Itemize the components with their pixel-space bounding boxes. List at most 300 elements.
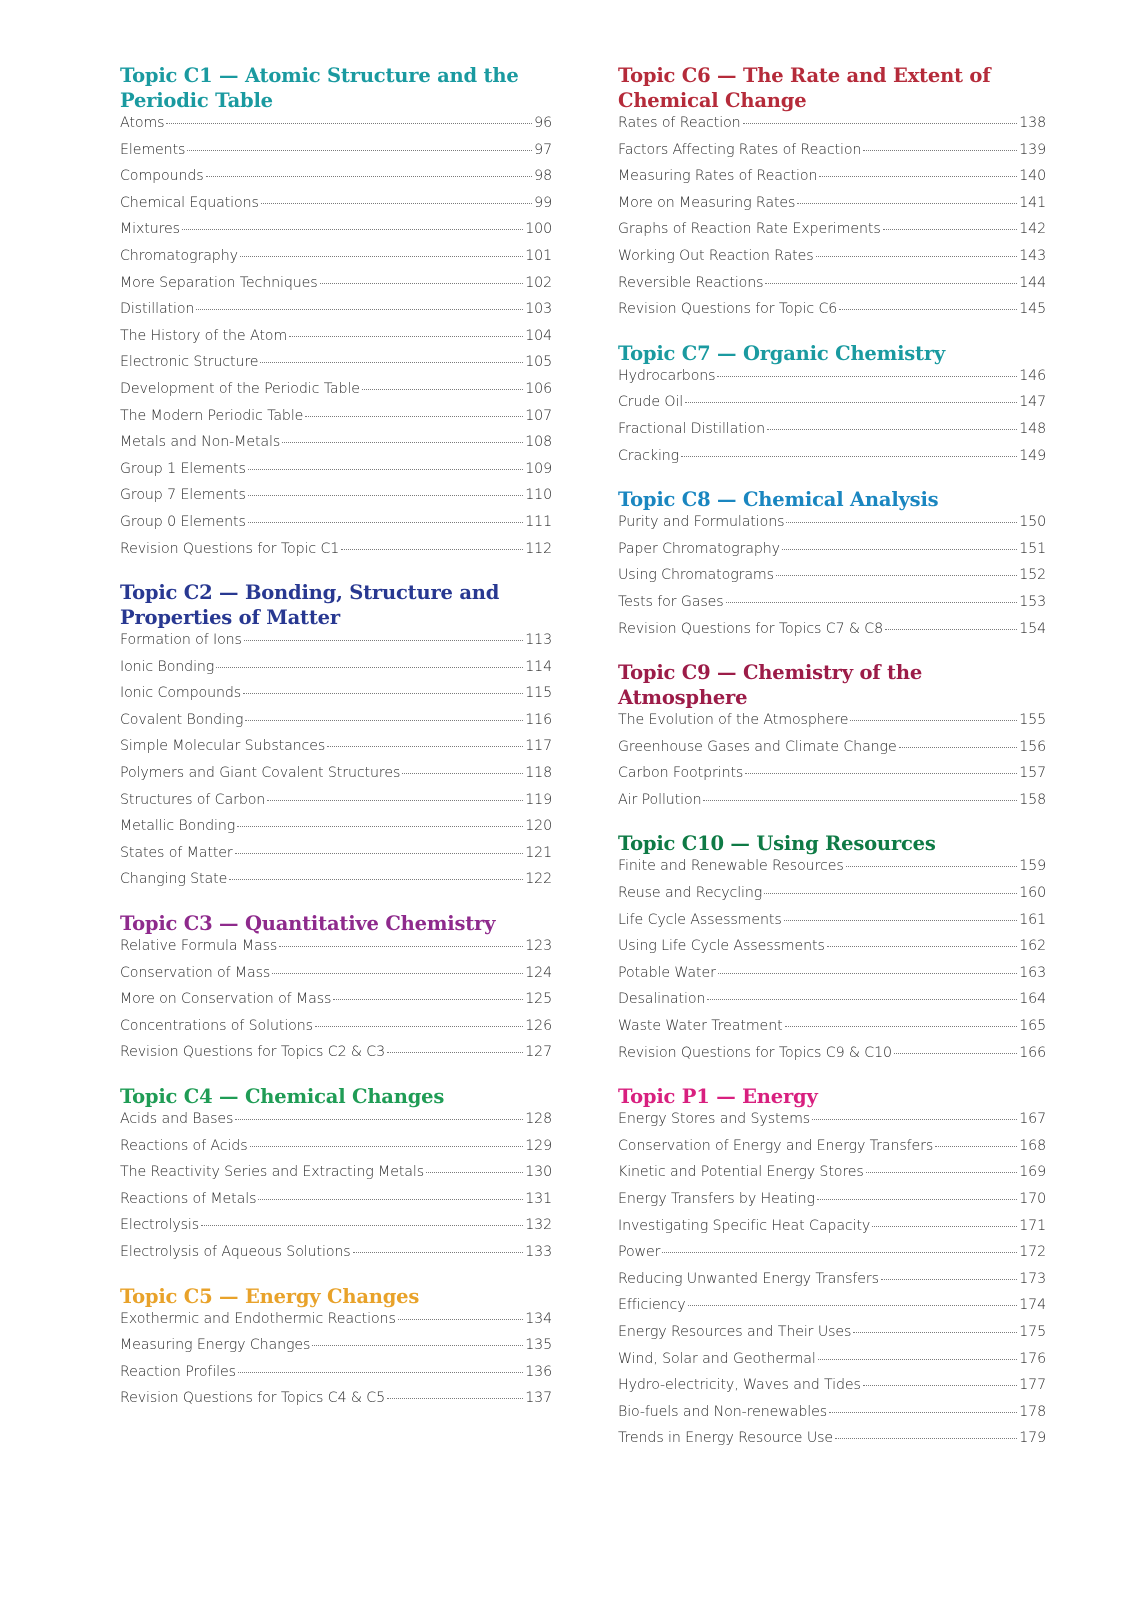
dot-leader [196,309,523,310]
toc-entry[interactable] [618,1351,1046,1378]
toc-entry-page-number: 177 [1019,1377,1046,1394]
dot-leader [282,442,523,443]
dot-leader [846,866,1018,867]
toc-entry-label: Group 7 Elements [120,487,246,504]
toc-entry-page-number: 159 [1019,858,1046,875]
toc-entry[interactable] [120,275,552,302]
dot-leader [216,667,523,668]
toc-entry-page-number: 172 [1019,1244,1046,1261]
toc-entry-page-number: 143 [1019,247,1046,264]
toc-entry[interactable] [120,434,552,461]
toc-entry[interactable] [120,328,552,355]
toc-entry[interactable] [618,1218,1046,1245]
toc-entry-label: Trends in Energy Resource Use [618,1430,834,1447]
toc-entry-page-number: 97 [534,141,552,158]
toc-entry-label: Paper Chromatography [618,540,780,557]
dot-leader [305,416,523,417]
dot-leader [726,602,1018,603]
dot-leader [248,469,523,470]
toc-entry[interactable] [120,712,552,739]
toc-entry[interactable] [120,632,552,659]
toc-entry[interactable] [618,938,1046,965]
toc-entry[interactable] [120,301,552,328]
toc-entry-page-number: 110 [525,487,552,504]
toc-entry-page-number: 154 [1019,620,1046,637]
toc-entry-label: Simple Molecular Substances [120,738,326,755]
dot-leader [267,800,523,801]
toc-entry-label: Electronic Structure [120,354,259,371]
dot-leader [402,773,523,774]
toc-entry[interactable] [120,738,552,765]
toc-entry-label: The Reactivity Series and Extracting Metals [120,1164,425,1181]
toc-entry[interactable] [618,394,1046,421]
toc-entry-page-number: 170 [1019,1191,1046,1207]
toc-entry[interactable] [120,221,552,248]
toc-entry-page-number: 119 [525,791,552,808]
toc-entry-label: Electrolysis [120,1217,200,1234]
toc-entry[interactable] [618,1244,1046,1271]
toc-entry-label: Finite and Renewable Resources [618,858,844,875]
toc-entry[interactable] [618,792,1046,819]
toc-entry[interactable] [120,659,552,686]
topic-heading: Topic C3 — Quantitative Chemistry [120,912,496,936]
toc-entry-label: Polymers and Giant Covalent Structures [120,765,401,782]
toc-entry[interactable] [120,1390,552,1417]
dot-leader [785,1026,1018,1027]
dot-leader [229,879,523,880]
dot-leader [899,747,1018,748]
toc-entry-page-number: 173 [1019,1270,1046,1287]
toc-entry[interactable] [618,1138,1046,1165]
toc-entry-label: Using Chromatograms [618,567,774,584]
toc-entry-label: Revision Questions for Topic C6 [618,301,838,318]
toc-entry[interactable] [120,938,552,965]
dot-leader [248,495,523,496]
toc-entry-label: Atoms [120,115,165,131]
toc-entry[interactable] [120,845,552,872]
toc-entry-label: Mixtures [120,221,180,238]
toc-entry-label: Chromatography [120,247,238,264]
dot-leader [681,456,1017,457]
toc-entry-page-number: 122 [525,871,552,888]
toc-entry-label: Desalination [618,991,706,1008]
toc-entry-page-number: 153 [1019,593,1046,610]
toc-entry-label: Carbon Footprints [618,765,744,782]
toc-entry[interactable] [618,541,1046,568]
toc-entry[interactable] [120,685,552,712]
toc-entry-page-number: 116 [525,711,552,728]
dot-leader [244,640,523,641]
toc-entry-label: Measuring Rates of Reaction [618,168,818,185]
toc-entry[interactable] [120,408,552,435]
dot-leader [261,203,532,204]
toc-entry[interactable] [120,818,552,845]
toc-entry-page-number: 112 [525,540,552,557]
toc-entry-label: Reactions of Acids [120,1137,248,1154]
toc-entry-page-number: 163 [1019,964,1046,981]
toc-entry-label: Using Life Cycle Assessments [618,938,825,955]
dot-leader [881,1279,1017,1280]
toc-entry-page-number: 152 [1019,567,1046,584]
toc-entry[interactable] [618,991,1046,1018]
toc-entry-page-number: 175 [1019,1323,1046,1340]
dot-leader [182,229,523,230]
dot-leader [717,376,1017,377]
dot-leader [817,1199,1017,1200]
toc-entry-page-number: 108 [525,434,552,451]
toc-entry-label: Investigating Specific Heat Capacity [618,1217,871,1234]
toc-entry-label: Chemical Equations [120,194,259,211]
toc-entry[interactable] [120,487,552,514]
toc-entry-page-number: 155 [1019,712,1046,729]
toc-entry-page-number: 121 [525,844,552,861]
toc-entry[interactable] [618,142,1046,169]
toc-entry[interactable] [618,195,1046,222]
toc-entry-page-number: 149 [1019,447,1046,464]
toc-entry-label: Graphs of Reaction Rate Experiments [618,221,881,238]
toc-entry-label: Metals and Non-Metals [120,434,281,451]
toc-entry-page-number: 129 [525,1137,552,1154]
toc-entry-page-number: 141 [1019,194,1046,211]
topic-heading: Topic C8 — Chemical Analysis [618,488,939,512]
toc-entry-label: Working Out Reaction Rates [618,247,814,264]
toc-entry-label: Revision Questions for Topics C2 & C3 [120,1044,386,1061]
toc-entry[interactable] [120,1217,552,1244]
toc-entry[interactable] [618,168,1046,195]
dot-leader [312,1345,523,1346]
toc-entry-label: The History of the Atom [120,327,288,344]
toc-entry[interactable] [120,1018,552,1045]
dot-leader [235,1119,523,1120]
toc-entry[interactable] [120,541,552,568]
toc-entry[interactable] [618,885,1046,912]
toc-entry-page-number: 132 [525,1217,552,1234]
toc-entry-label: Measuring Energy Changes [120,1337,311,1354]
dot-leader [353,1252,524,1253]
toc-entry[interactable] [120,514,552,541]
toc-entry-label: States of Matter [120,844,233,861]
toc-entry[interactable] [618,248,1046,275]
toc-entry[interactable] [618,1430,1046,1457]
toc-entry-label: Conservation of Energy and Energy Transfers [618,1137,934,1154]
toc-entry[interactable] [120,461,552,488]
toc-entry-page-number: 168 [1019,1137,1046,1154]
toc-entry-label: Life Cycle Assessments [618,911,782,928]
toc-entry[interactable] [120,381,552,408]
topic-heading: Topic C6 — The Rate and Extent of Chemical Change [618,64,991,112]
toc-entry-page-number: 161 [1019,911,1046,928]
toc-entry-page-number: 107 [525,407,552,424]
toc-entry-page-number: 104 [525,327,552,344]
toc-entry-page-number: 128 [525,1111,552,1127]
dot-leader [786,522,1017,523]
toc-entry[interactable] [618,739,1046,766]
toc-entry-page-number: 164 [1019,991,1046,1008]
toc-entry-page-number: 130 [525,1164,552,1181]
dot-leader [201,1225,523,1226]
toc-entry-label: The Evolution of the Atmosphere [618,712,849,729]
dot-leader [835,1438,1017,1439]
toc-entry[interactable] [618,765,1046,792]
toc-entry[interactable] [618,1111,1046,1138]
topic-section [120,580,552,898]
toc-entry[interactable] [618,514,1046,541]
toc-entry[interactable] [120,1191,552,1218]
topic-section [618,63,1046,328]
toc-entry-label: Concentrations of Solutions [120,1017,313,1034]
toc-entry-label: Revision Questions for Topics C4 & C5 [120,1390,386,1407]
dot-leader [782,549,1017,550]
toc-entry[interactable] [618,1018,1046,1045]
topic-heading: Topic C9 — Chemistry of the Atmosphere [618,661,923,710]
dot-leader [818,1359,1018,1360]
topic-section [618,341,1046,474]
toc-entry[interactable] [618,1377,1046,1404]
dot-leader [764,893,1017,894]
dot-leader [187,150,532,151]
toc-entry-page-number: 160 [1019,885,1046,902]
dot-leader [883,229,1018,230]
toc-entry[interactable] [618,115,1046,142]
toc-entry[interactable] [618,1191,1046,1218]
toc-entry[interactable] [618,1164,1046,1191]
dot-leader [426,1172,523,1173]
toc-entry[interactable] [618,448,1046,475]
toc-entry-page-number: 106 [525,380,552,397]
toc-entry[interactable] [120,871,552,898]
toc-entry-page-number: 117 [525,738,552,755]
toc-entry-page-number: 125 [525,991,552,1008]
toc-entry-page-number: 179 [1019,1430,1046,1447]
toc-entry-label: Elements [120,141,186,158]
toc-entry-page-number: 98 [534,168,552,185]
toc-entry-page-number: 167 [1019,1111,1046,1128]
toc-entry[interactable] [618,567,1046,594]
dot-leader [240,256,523,257]
toc-entry-label: More on Conservation of Mass [120,991,332,1008]
toc-entry-label: Reversible Reactions [618,274,764,291]
toc-entry[interactable] [618,275,1046,302]
dot-leader [850,720,1017,721]
toc-entry-label: Ionic Bonding [120,658,215,675]
topic-heading: Topic P1 — Energy [618,1085,818,1109]
toc-entry[interactable] [120,1164,552,1191]
toc-entry-label: Structures of Carbon [120,791,266,808]
toc-entry-page-number: 156 [1019,738,1046,755]
toc-entry[interactable] [618,1045,1046,1072]
toc-entry-label: Potable Water [618,964,716,981]
toc-entry-label: Ionic Compounds [120,685,242,702]
toc-entry-label: More Separation Techniques [120,274,318,291]
toc-entry[interactable] [120,1364,552,1391]
toc-entry[interactable] [120,1044,552,1071]
dot-leader [238,1372,523,1373]
dot-leader [166,123,532,124]
toc-entry-label: Reactions of Metals [120,1190,257,1207]
toc-entry-label: Efficiency [618,1297,686,1314]
toc-entry[interactable] [618,858,1046,885]
toc-entry-label: Cracking [618,447,680,464]
topic-section [120,1284,552,1417]
toc-entry-label: Reuse and Recycling [618,885,763,902]
toc-entry[interactable] [120,168,552,195]
toc-entry-page-number: 135 [525,1337,552,1354]
dot-leader [829,1412,1017,1413]
toc-entry-label: Kinetic and Potential Energy Stores [618,1164,864,1181]
dot-leader [812,1119,1017,1120]
dot-leader [398,1319,523,1320]
toc-entry-page-number: 113 [525,632,552,649]
toc-entry-label: Distillation [120,301,195,318]
toc-entry[interactable] [120,115,552,142]
toc-entry[interactable] [618,965,1046,992]
toc-entry[interactable] [618,1324,1046,1351]
toc-entry-label: Energy Transfers by Heating [618,1191,815,1207]
toc-entry-page-number: 100 [525,221,552,238]
toc-entry[interactable] [618,594,1046,621]
dot-leader [237,826,523,827]
toc-entry-page-number: 123 [525,938,552,955]
toc-entry-page-number: 105 [525,354,552,371]
toc-entry[interactable] [120,248,552,275]
dot-leader [272,973,523,974]
toc-entry[interactable] [618,1271,1046,1298]
toc-entry-page-number: 138 [1019,115,1046,131]
toc-entry-page-number: 162 [1019,938,1046,955]
toc-entry-label: Electrolysis of Aqueous Solutions [120,1243,351,1260]
dot-leader [743,123,1018,124]
toc-entry-label: Energy Stores and Systems [618,1111,811,1128]
toc-entry-page-number: 101 [525,247,552,264]
dot-leader [866,1172,1017,1173]
toc-entry[interactable] [120,195,552,222]
toc-entry-page-number: 103 [525,301,552,318]
toc-entry-label: Purity and Formulations [618,514,785,531]
toc-entry[interactable] [120,142,552,169]
toc-entry-page-number: 148 [1019,420,1046,437]
toc-entry-page-number: 165 [1019,1018,1046,1035]
dot-leader [784,920,1018,921]
toc-entry-label: Formation of Ions [120,632,242,649]
toc-entry-page-number: 176 [1019,1350,1046,1367]
toc-entry-page-number: 127 [525,1044,552,1061]
toc-entry-page-number: 118 [525,765,552,782]
toc-entry-label: Changing State [120,871,228,888]
toc-entry-label: Crude Oil [618,394,684,411]
dot-leader [894,1053,1017,1054]
dot-leader [387,1398,523,1399]
dot-leader [816,256,1018,257]
dot-leader [765,283,1017,284]
dot-leader [703,800,1017,801]
dot-leader [362,389,523,390]
toc-entry-page-number: 166 [1019,1044,1046,1061]
topic-section [618,660,1046,818]
topic-heading: Topic C2 — Bonding, Structure and Properties of Matter [120,581,500,630]
toc-entry[interactable] [618,621,1046,648]
toc-entry-label: Reducing Unwanted Energy Transfers [618,1270,879,1287]
toc-entry-page-number: 126 [525,1017,552,1034]
toc-entry-label: Greenhouse Gases and Climate Change [618,738,897,755]
toc-entry-label: Acids and Bases [120,1111,234,1127]
toc-entry-page-number: 139 [1019,141,1046,158]
topic-section [120,63,552,567]
toc-entry[interactable] [120,1111,552,1138]
topic-section [618,1084,1046,1457]
toc-entry-page-number: 115 [525,685,552,702]
toc-entry-page-number: 178 [1019,1403,1046,1420]
dot-leader [707,999,1017,1000]
toc-entry-page-number: 140 [1019,168,1046,185]
toc-entry[interactable] [618,221,1046,248]
dot-leader [797,203,1017,204]
toc-entry[interactable] [120,1337,552,1364]
toc-entry-label: Exothermic and Endothermic Reactions [120,1310,396,1327]
topic-heading: Topic C10 — Using Resources [618,832,936,856]
toc-entry-page-number: 136 [525,1363,552,1380]
toc-entry[interactable] [618,421,1046,448]
toc-entry-page-number: 111 [525,513,552,530]
topic-section [618,831,1046,1071]
dot-leader [853,1332,1017,1333]
dot-leader [745,773,1017,774]
dot-leader [250,1146,524,1147]
dot-leader [315,1026,523,1027]
toc-entry[interactable] [618,912,1046,939]
dot-leader [387,1052,523,1053]
toc-entry-label: Covalent Bonding [120,711,244,728]
dot-leader [245,720,523,721]
toc-entry-label: Compounds [120,168,204,185]
toc-entry-page-number: 133 [525,1243,552,1260]
toc-entry-label: Energy Resources and Their Uses [618,1323,852,1340]
toc-entry-page-number: 99 [534,194,552,211]
toc-entry[interactable] [120,965,552,992]
toc-entry[interactable] [120,1311,552,1338]
toc-entry[interactable] [618,1297,1046,1324]
topic-heading: Topic C5 — Energy Changes [120,1284,420,1308]
toc-entry[interactable] [120,792,552,819]
toc-entry[interactable] [618,712,1046,739]
topic-section [618,487,1046,647]
toc-entry-label: Power [618,1244,661,1261]
toc-entry[interactable] [618,1404,1046,1431]
dot-leader [206,176,533,177]
topic-section [120,1084,552,1271]
toc-left-column [120,63,552,1430]
toc-entry-label: Group 0 Elements [120,513,246,530]
toc-entry[interactable] [618,301,1046,328]
toc-entry[interactable] [120,1244,552,1271]
toc-entry-page-number: 169 [1019,1164,1046,1181]
toc-entry[interactable] [120,765,552,792]
dot-leader [260,362,523,363]
toc-entry-page-number: 96 [534,115,552,131]
toc-entry-label: Relative Formula Mass [120,938,278,955]
toc-entry[interactable] [120,354,552,381]
toc-entry[interactable] [120,991,552,1018]
dot-leader [935,1146,1017,1147]
dot-leader [279,946,523,947]
dot-leader [258,1199,523,1200]
toc-entry-label: Wind, Solar and Geothermal [618,1350,816,1367]
toc-entry-label: Revision Questions for Topics C7 & C8 [618,620,884,637]
toc-entry[interactable] [618,368,1046,395]
toc-entry[interactable] [120,1138,552,1165]
dot-leader [685,402,1017,403]
dot-leader [662,1252,1017,1253]
toc-entry-page-number: 174 [1019,1297,1046,1314]
